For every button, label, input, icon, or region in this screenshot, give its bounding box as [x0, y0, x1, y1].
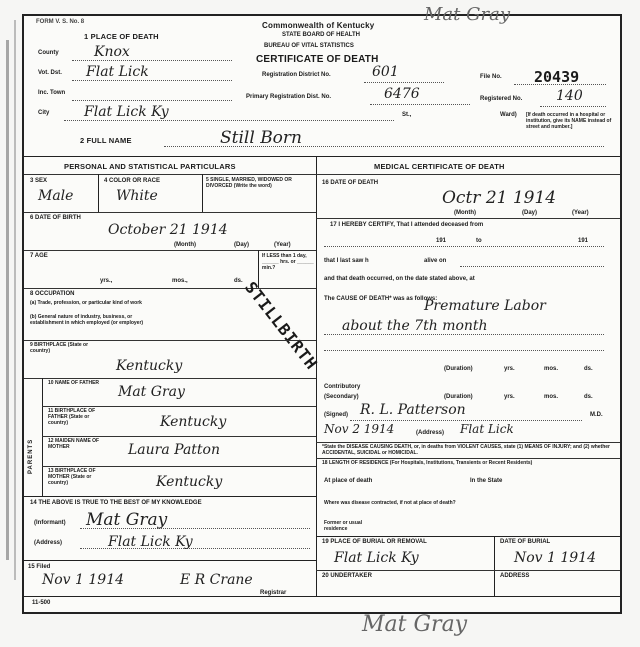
- secondary-label: (Secondary): [324, 394, 359, 400]
- in-state-label: In the State: [470, 478, 503, 484]
- cause-line: [324, 334, 604, 335]
- mother-label: 12 MAIDEN NAME OF MOTHER: [48, 438, 100, 450]
- divider: [24, 340, 316, 341]
- father-value: Mat Gray: [118, 384, 185, 400]
- divider: [24, 496, 316, 497]
- marital-label: 5 SINGLE, MARRIED, WIDOWED OR DIVORCED (Write the word): [206, 177, 292, 189]
- divider: [316, 570, 620, 571]
- dod-year-sub: (Year): [572, 210, 589, 216]
- divider: [42, 406, 316, 407]
- dob-year-sub: (Year): [274, 242, 291, 248]
- county-label: County: [38, 50, 59, 56]
- attended-191-b: 191: [578, 238, 589, 244]
- residence-label: 18 LENGTH OF RESIDENCE (For Hospitals, Institutions, Transients or Recent Residents): [322, 460, 533, 466]
- dod-value: Octr 21 1914: [442, 188, 557, 208]
- duration-yrs-1: yrs.: [504, 366, 515, 372]
- primary-reg-line: [370, 104, 470, 105]
- occupation-a: (a) Trade, profession, or particular kind of work: [30, 300, 142, 306]
- age-ds: ds.: [234, 278, 243, 284]
- registrar-value: E R Crane: [180, 572, 253, 588]
- less-than-day-label: If LESS than 1 day, ______ hrs. or ______ min.?: [262, 253, 314, 271]
- dod-month-sub: (Month): [454, 210, 476, 216]
- parents-tag: PARENTS: [28, 438, 34, 474]
- state-note: *State the DISEASE CAUSING DEATH, or, in deaths from VIOLENT CAUSES, state (1) MEANS OF INJURY; and (2) whether ACCIDENTAL, SUICIDAL or HOMICIDAL.: [322, 444, 611, 456]
- attended-to: to: [476, 238, 482, 244]
- full-name-value: Still Born: [220, 128, 302, 148]
- vot-line: [72, 80, 232, 81]
- divider: [42, 436, 316, 437]
- dob-day-sub: (Day): [234, 242, 250, 248]
- medical-address-value: Flat Lick: [460, 422, 514, 436]
- form-code: FORM V. S. No. 8: [36, 19, 85, 25]
- age-yrs: yrs.,: [100, 278, 113, 284]
- registrar-label: Registrar: [260, 590, 287, 596]
- hospital-note: [If death occurred in a hospital or institution, give its NAME instead of street and number.]: [526, 112, 612, 130]
- contributory-label: Contributory: [324, 384, 361, 390]
- medical-address-label: (Address): [416, 430, 445, 436]
- inc-town-line: [72, 100, 232, 101]
- last-saw-label: that I last saw h: [324, 258, 369, 264]
- informant-address-label: (Address): [34, 540, 63, 546]
- filed-label: 15 Filed: [28, 564, 51, 570]
- divider: [42, 378, 43, 496]
- divider: [24, 560, 316, 561]
- duration-ds-1: ds.: [584, 366, 593, 372]
- divider: [98, 174, 99, 212]
- informant-intro: 14 THE ABOVE IS TRUE TO THE BEST OF MY KNOWLEDGE: [30, 500, 202, 506]
- cause-line-2: about the 7th month: [342, 318, 488, 334]
- duration-label-1: (Duration): [444, 366, 473, 372]
- at-place-label: At place of death: [324, 478, 373, 484]
- city-label: City: [38, 110, 50, 116]
- signed-line: [350, 420, 582, 421]
- divider: [24, 378, 316, 379]
- dob-label: 6 DATE OF BIRTH: [30, 215, 81, 221]
- file-no-value: 20439: [534, 68, 580, 86]
- divider: [316, 174, 620, 175]
- divider: [24, 596, 620, 597]
- undertaker-address-label: ADDRESS: [500, 573, 530, 579]
- county-line: [72, 60, 232, 61]
- medical-section-title: MEDICAL CERTIFICATE OF DEATH: [374, 162, 505, 171]
- filed-value: Nov 1 1914: [42, 572, 125, 588]
- father-birthplace-label: 11 BIRTHPLACE OF FATHER (State or country): [48, 408, 96, 426]
- certificate-title: CERTIFICATE OF DEATH: [256, 54, 379, 65]
- cause-line: [324, 350, 604, 351]
- mother-birthplace-label: 13 BIRTHPLACE OF MOTHER (State or country): [48, 468, 96, 486]
- vot-label: Vot. Dst.: [38, 70, 62, 76]
- sex-value: Male: [38, 188, 74, 204]
- cause-label: The CAUSE OF DEATH* was as follows:: [324, 296, 438, 302]
- where-contracted-label: Where was disease contracted, if not at place of death?: [324, 500, 456, 506]
- reg-district-value: 601: [372, 64, 399, 80]
- registered-no-line: [540, 106, 606, 107]
- signed-value: R. L. Patterson: [360, 402, 466, 418]
- former-residence-label: Former or usual residence: [324, 520, 363, 532]
- divider: [316, 458, 620, 459]
- inc-town-label: Inc. Town: [38, 90, 66, 96]
- top-right-annotation: Mat Gray: [424, 4, 511, 25]
- personal-section-title: PERSONAL AND STATISTICAL PARTICULARS: [64, 162, 236, 171]
- street-label: St.,: [402, 112, 412, 118]
- scan-edge: [6, 40, 9, 560]
- city-value: Flat Lick Ky: [84, 104, 169, 120]
- informant-value: Mat Gray: [86, 510, 168, 530]
- birthplace-label: 9 BIRTHPLACE (State or country): [30, 342, 89, 354]
- duration-label-2: (Duration): [444, 394, 473, 400]
- column-divider: [316, 156, 317, 596]
- occupation-b: (b) General nature of industry, business, or establishment in which employed (or employer): [30, 314, 144, 326]
- duration-yrs-2: yrs.: [504, 394, 515, 400]
- form-footer: 11-500: [32, 600, 51, 606]
- father-label: 10 NAME OF FATHER: [48, 380, 100, 386]
- signed-label: (Signed): [324, 412, 348, 418]
- death-occurred-label: and that death occurred, on the date stated above, at: [324, 276, 475, 282]
- dob-month-sub: (Month): [174, 242, 196, 248]
- dod-label: 16 DATE OF DEATH: [322, 180, 379, 186]
- burial-value: Flat Lick Ky: [334, 550, 419, 566]
- sex-label: 3 SEX: [30, 178, 48, 184]
- primary-reg-label: Primary Registration Dist. No.: [246, 94, 332, 100]
- certify-text: 17 I HEREBY CERTIFY, That I attended deceased from: [330, 222, 484, 228]
- signed-date: Nov 2 1914: [324, 422, 395, 436]
- city-line: [64, 120, 394, 121]
- occupation-label: 8 OCCUPATION: [30, 291, 75, 297]
- full-name-label: 2 FULL NAME: [80, 136, 132, 145]
- mother-birthplace-value: Kentucky: [156, 474, 223, 490]
- divider: [24, 156, 620, 157]
- undertaker-label: 20 UNDERTAKER: [322, 573, 372, 579]
- divider: [24, 250, 316, 251]
- divider: [24, 174, 316, 175]
- divider: [24, 212, 316, 213]
- county-value: Knox: [94, 44, 130, 60]
- age-mos: mos.,: [172, 278, 188, 284]
- alive-on-line: [460, 266, 604, 267]
- attended-191-a: 191: [436, 238, 447, 244]
- cause-line-1: Premature Labor: [424, 298, 546, 314]
- primary-reg-value: 6476: [384, 86, 420, 102]
- scan-edge: [14, 20, 16, 580]
- dob-value: October 21 1914: [108, 222, 228, 238]
- registered-no-label: Registered No.: [480, 96, 523, 102]
- age-label: 7 AGE: [30, 253, 48, 259]
- reg-district-label: Registration District No.: [262, 72, 331, 78]
- informant-label: (Informant): [34, 520, 66, 526]
- commonwealth-heading: Commonwealth of Kentucky: [262, 21, 375, 30]
- vot-value: Flat Lick: [86, 64, 149, 80]
- death-certificate: [22, 14, 622, 614]
- duration-mos-2: mos.: [544, 394, 559, 400]
- board-heading: STATE BOARD OF HEALTH: [282, 32, 360, 38]
- place-of-death-label: 1 PLACE OF DEATH: [84, 32, 159, 41]
- divider: [316, 442, 620, 443]
- file-no-label: File No.: [480, 74, 502, 80]
- divider: [24, 288, 316, 289]
- bureau-heading: BUREAU OF VITAL STATISTICS: [264, 43, 354, 49]
- alive-on-label: alive on: [424, 258, 447, 264]
- registered-no-value: 140: [556, 88, 583, 104]
- divider: [316, 536, 620, 537]
- father-birthplace-value: Kentucky: [160, 414, 227, 430]
- burial-date-label: DATE OF BURIAL: [500, 539, 551, 545]
- color-label: 4 COLOR OR RACE: [104, 178, 161, 184]
- ward-label: Ward): [500, 112, 517, 118]
- burial-label: 19 PLACE OF BURIAL OR REMOVAL: [322, 539, 427, 545]
- md-label: M.D.: [590, 412, 603, 418]
- reg-district-line: [364, 82, 444, 83]
- dod-day-sub: (Day): [522, 210, 538, 216]
- attended-line: [324, 246, 604, 247]
- mother-value: Laura Patton: [128, 442, 220, 458]
- divider: [202, 174, 203, 212]
- duration-ds-2: ds.: [584, 394, 593, 400]
- divider: [316, 218, 620, 219]
- birthplace-value: Kentucky: [116, 358, 183, 374]
- burial-date-value: Nov 1 1914: [514, 550, 597, 566]
- color-value: White: [116, 188, 158, 204]
- duration-mos-1: mos.: [544, 366, 559, 372]
- stillbirth-stamp: STILLBIRTH: [241, 278, 322, 374]
- informant-address-value: Flat Lick Ky: [108, 534, 193, 550]
- divider: [494, 536, 495, 596]
- bottom-signature-annotation: Mat Gray: [362, 612, 468, 637]
- divider: [42, 466, 316, 467]
